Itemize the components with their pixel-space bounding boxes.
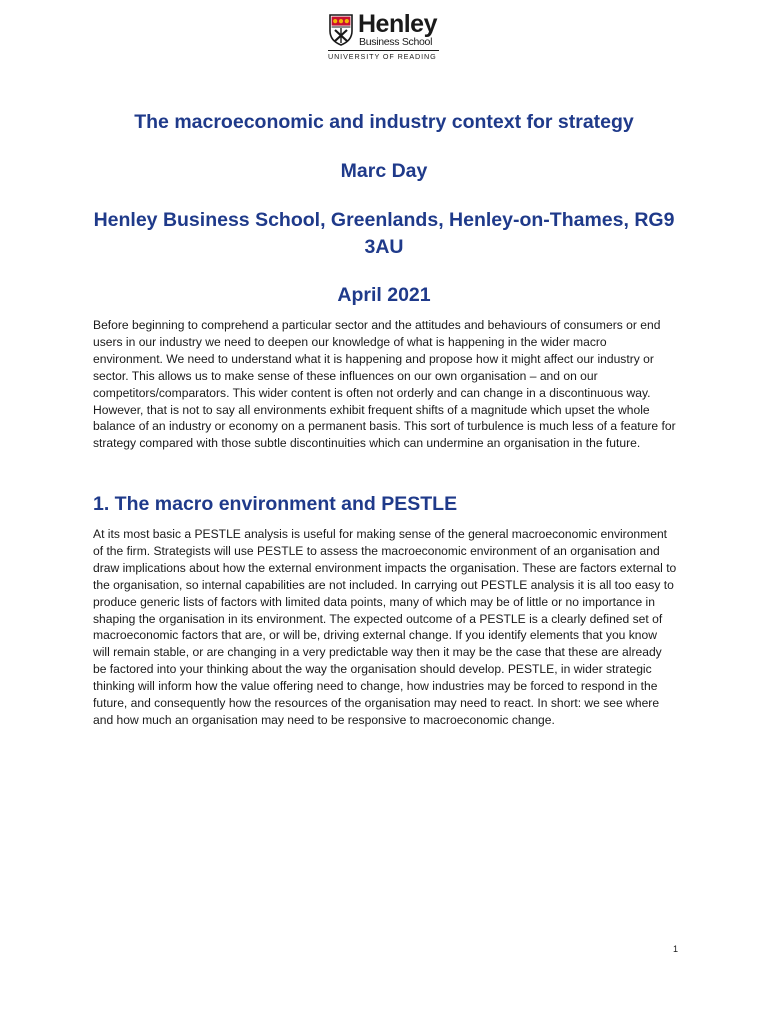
logo-wordmark: Henley [358,10,437,38]
document-date: April 2021 [337,284,431,306]
crest-icon [329,14,353,46]
logo-university: UNIVERSITY OF READING [328,52,437,61]
henley-logo [328,12,440,62]
page-number: 1 [672,944,678,954]
document-location: Henley Business School, Greenlands, Henley-on-Thames, RG9 3AU [93,209,675,258]
logo-divider [328,50,439,51]
section-paragraph: At its most basic a PESTLE analysis is useful for making sense of the general macroeconomic environment of the firm. Strategists will use PESTLE to assess the macroeconomic environment of an organisation and draw implications about how the external environment impacts the organisation. These are factors external to the organisation, so internal capabilities are not included. In carrying out PESTLE analysis it is all too easy to produce generic lists of factors with limited data points, many of which may be of little or no importance in shaping the organisation in its environment. The expected outcome of a PESTLE is a clearly defined set of macroeconomic factors that are, or will be, driving external change. If you identify elements that you know will remain stable, or are changing in a very predictable way then it may be the case that these are already be factored into your thinking about the way the organisation should develop. PESTLE, in wider strategic thinking will inform how the value offering need to change, how industries may be forced to respond in the future, and consequently how the resources of the organisation may need to react. In short: we see where and how much an organisation may need to be responsive to macroeconomic change. [93,527,677,727]
document-author: Marc Day [340,160,428,182]
section-heading: 1. The macro environment and PESTLE [93,493,458,515]
intro-paragraph: Before beginning to comprehend a particular sector and the attitudes and behaviours of consumers or end users in our industry we need to deepen our knowledge of what is happening in the wider macro environment. We need to understand what it is happening and propose how it might affect our industry or sector. This allows us to make sense of these influences on our own organisation – and on our competitors/comparators. This wider content is often not orderly and can change in a discontinuous way. However, that is not to say all environments exhibit frequent shifts of a magnitude which upset the whole balance of an industry or economy on a permanent basis. This sort of turbulence is much less of a feature for strategy compared with those subtle discontinuities which can undermine an organisation in the future. [93,318,676,451]
document-title: The macroeconomic and industry context for strategy [134,111,634,133]
logo-subtitle: Business School [359,36,433,48]
